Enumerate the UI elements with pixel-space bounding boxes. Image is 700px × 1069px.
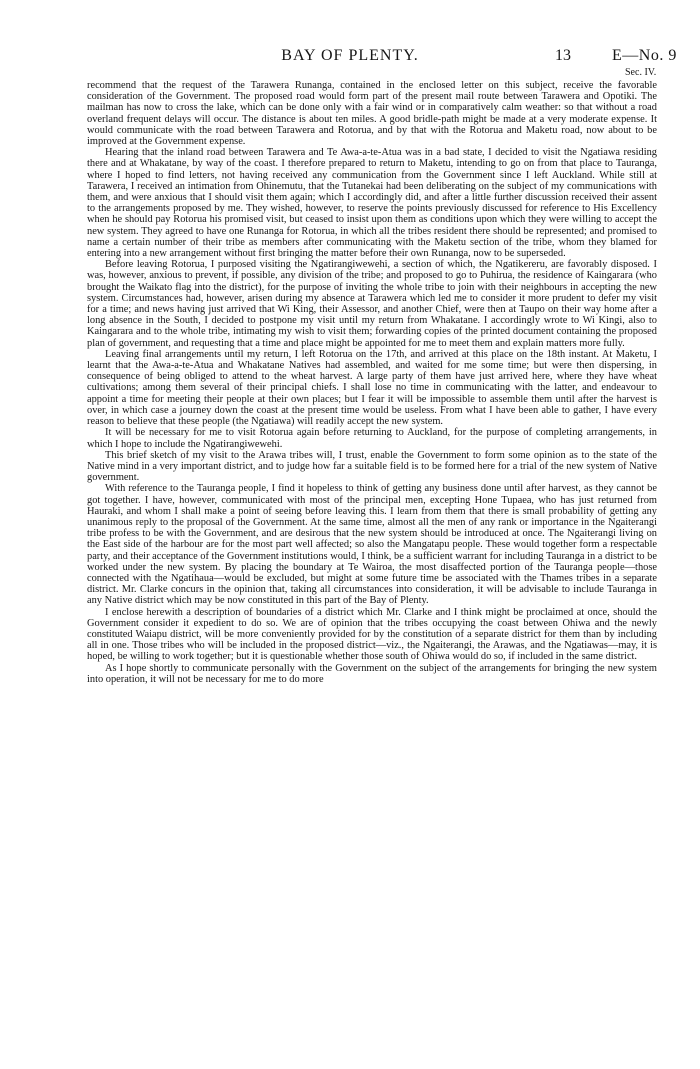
paragraph: recommend that the request of the Tarawera Runanga, contained in the enclosed letter on this subject, receive the favorable consideration of the Government. The proposed road would form part of the present mail route between Tarawera and Opotiki. The mailman has now to cross the lake, which can be done only with a fair wind or in comparatively calm weather: so that without a road overland frequent delays will occur. The distance is about ten miles. A good bridle-path might be made at a very moderate expense. It would communicate with the road between Tarawera and Rotorua, and by that with the Rotorua and Maketu road, now about to be improved at the Government expense. — [87, 80, 657, 148]
paragraph: This brief sketch of my visit to the Arawa tribes will, I trust, enable the Government to form some opinion as to the state of the Native mind in a very important district, and to judge how far a suitable field is to be formed here for a trial of the new system of Native government. — [87, 449, 657, 484]
page-number: 13 — [555, 47, 571, 64]
paragraph: It will be necessary for me to visit Rotorua again before returning to Auckland, for the purpose of completing arrangements, in which I hope to include the Ngatirangiwewehi. — [87, 427, 657, 450]
page-header — [0, 0, 700, 80]
paragraph: Hearing that the inland road between Tarawera and Te Awa-a-te-Atua was in a bad state, I decided to visit the Ngatiawa residing there and at Whakatane, by way of the coast. I therefore prepared to return to Maketu, intending to go on from that place to Tauranga, where I hoped to find letters, not having received any communication from the Government since I left Auckland. While still at Tarawera, I received an intimation from Ohinemutu, that the Tutanekai had been deliberating on the subject of my communications with them, and were anxious that I should visit them again; which I accordingly did, and after a little further discussion received their assent to the arrangements proposed by me. They wished, however, to reserve the points previously discussed for reference to His Excellency when he should pay Rotorua his promised visit, but ceased to insist upon them as conditions upon which they were willing to accept the new system. They agreed to have one Runanga for Rotorua, in which all the tribes resident there should be represented; and promised to name a certain number of their tribe as members after communicating with the Maketu section of the tribe, whom they blamed for entering into a new arrangement without first bringing the matter before their own Runanga, now to be superseded. — [87, 147, 657, 260]
running-title: BAY OF PLENTY. — [281, 47, 419, 64]
paragraph: With reference to the Tauranga people, I find it hopeless to think of getting any business done until after harvest, as they cannot be got together. I have, however, communicated with most of the principal men, excepting Hone Tupaea, who has just returned from Hauraki, and whom I shall make a point of seeing before leaving this. I learn from them that there is small probability of getting any unanimous reply to the proposal of the Government. At the same time, almost all the men of any rank or importance in the Ngaiterangi tribe profess to be with the Government, and are desirous that the new system should be introduced at once. The Ngaiterangi living on the East side of the harbour are for the most part well affected; so also the Mangatapu people. These would together form a respectable party, and their acceptance of the Government institutions would, I think, be a sufficient warrant for including Tauranga in a district to be worked under the new system. By placing the boundary at Te Wairoa, the most disaffected portion of the Tauranga people—those connected with the Ngatihaua—would be excluded, but might at some future time be associated with the Thames tribes in a separate district. Mr. Clarke concurs in the opinion that, taking all circumstances into consideration, it will be advisable to include Tauranga in any Native district which may be now constituted in this part of the Bay of Plenty. — [87, 483, 657, 607]
paragraph: Before leaving Rotorua, I purposed visiting the Ngatirangiwewehi, a section of which, the Ngatikereru, are favorably disposed. I was, however, anxious to prevent, if possible, any division of the tribe; and proposed to go to Puhirua, the residence of Kaingarara (who brought the Waikato flag into the district), for the purpose of inviting the whole tribe to join with their neighbours in accepting the new system. Circumstances had, however, arisen during my absence at Tarawera which led me to consider it more prudent to defer my visit for a time; and news having just arrived that Wi King, their Assessor, and another Chief, were then at Taupo on their way home after a long absence in the South, I decided to postpone my visit until my return from Whakatane. I accordingly wrote to Wi Kingi, also to Kaingarara and to the whole tribe, intimating my wish to visit them; forwarding copies of the printed document containing the proposed plan of government, and requesting that a time and place might be appointed for me to meet them and explain matters more fully. — [87, 259, 657, 349]
document-reference: E—No. 9 — [612, 47, 677, 64]
section-label: Sec. IV. — [625, 67, 657, 78]
body-text — [87, 80, 657, 1060]
paragraph: As I hope shortly to communicate personally with the Government on the subject of the arrangements for bringing the new system into operation, it will not be necessary for me to do more — [87, 662, 657, 685]
paragraph: Leaving final arrangements until my return, I left Rotorua on the 17th, and arrived at this place on the 18th instant. At Maketu, I learnt that the Awa-a-te-Atua and Whakatane Natives had assembled, and waited for me some time; but were then dispersing, in consequence of being obliged to attend to the wheat harvest. A large party of them have just arrived here, where they have wheat cultivations; among them several of their principal chiefs. I shall lose no time in communicating with the latter, and endeavour to appoint a time for meeting their people at their own places; but I fear it will be impossible to assemble them until after the harvest is over, in which case a journey down the coast at the present time would be useless. From what I have been able to gather, I have every reason to believe that these people (the Ngatiawa) will readily accept the new system. — [87, 348, 657, 428]
paragraph: I enclose herewith a description of boundaries of a district which Mr. Clarke and I think might be proclaimed at once, should the Government consider it expedient to do so. We are of opinion that the tribes occupying the coast between Ohiwa and the newly constituted Waiapu district, will be more conveniently provided for by the constitution of a separate district for them than by including all in one. Those tribes who will be included in the proposed district—viz., the Ngaiterangi, the Arawas, and the Ngatiawas—may, it is hoped, be willing to work together; but it is questionable whether those south of Ohiwa would do so, if included in the same district. — [87, 606, 657, 663]
